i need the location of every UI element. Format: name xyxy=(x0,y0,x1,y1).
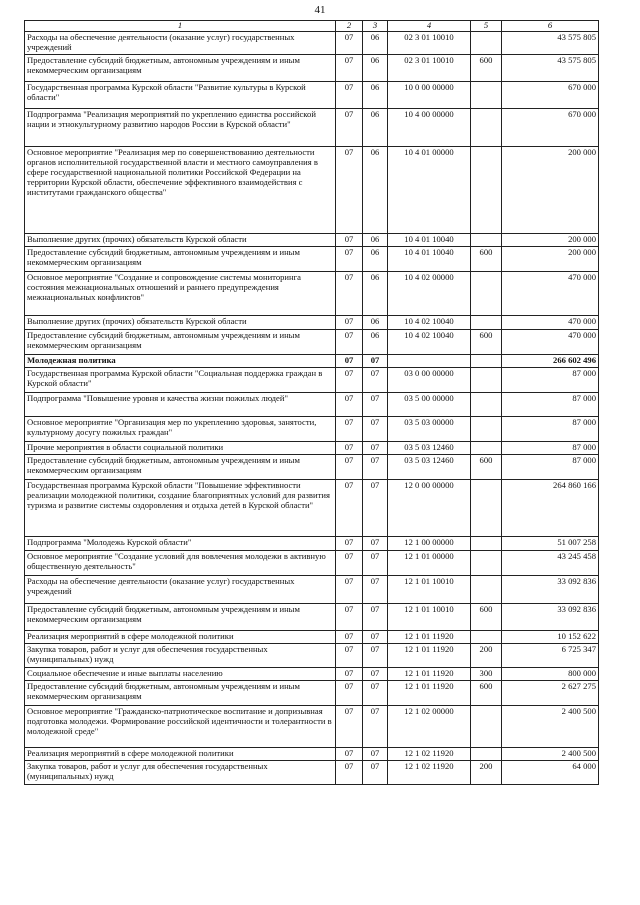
subsection-code-cell: 07 xyxy=(363,368,388,393)
table-row xyxy=(25,316,599,330)
section-code-cell: 07 xyxy=(336,631,363,644)
target-article-cell: 03 5 03 12460 xyxy=(388,442,471,455)
amount-cell: 200 000 xyxy=(502,234,599,247)
subsection-code-cell: 07 xyxy=(363,393,388,417)
subsection-code-cell: 06 xyxy=(363,147,388,234)
target-article-cell: 12 1 01 11920 xyxy=(388,644,471,668)
expense-type-cell xyxy=(471,706,502,748)
expense-type-cell xyxy=(471,368,502,393)
table-row xyxy=(25,748,599,761)
target-article-cell: 12 1 00 00000 xyxy=(388,537,471,551)
section-code-cell: 07 xyxy=(336,147,363,234)
amount-cell: 43 575 805 xyxy=(502,32,599,55)
section-code-cell: 07 xyxy=(336,455,363,480)
target-article-cell: 10 4 02 00000 xyxy=(388,272,471,316)
section-code-cell: 07 xyxy=(336,355,363,368)
row-name-cell: Подпрограмма "Молодежь Курской области" xyxy=(25,537,336,551)
row-name-cell: Выполнение других (прочих) обязательств Курской области xyxy=(25,234,336,247)
target-article-cell: 03 5 00 00000 xyxy=(388,393,471,417)
table-row xyxy=(25,455,599,480)
expense-type-cell xyxy=(471,442,502,455)
amount-cell: 266 602 496 xyxy=(502,355,599,368)
budget-table xyxy=(24,20,599,785)
row-name-cell: Реализация мероприятий в сфере молодежной политики xyxy=(25,748,336,761)
table-row xyxy=(25,32,599,55)
expense-type-cell xyxy=(471,551,502,576)
column-header-5: 5 xyxy=(471,21,502,32)
subsection-code-cell: 06 xyxy=(363,316,388,330)
expense-type-cell xyxy=(471,576,502,604)
target-article-cell: 12 0 00 00000 xyxy=(388,480,471,537)
target-article-cell: 03 0 00 00000 xyxy=(388,368,471,393)
row-name-cell: Расходы на обеспечение деятельности (оказание услуг) государственных учреждений xyxy=(25,576,336,604)
expense-type-cell xyxy=(471,109,502,147)
amount-cell: 6 725 347 xyxy=(502,644,599,668)
table-row xyxy=(25,604,599,631)
page-number: 41 xyxy=(314,4,326,16)
table-header-row xyxy=(25,21,599,32)
column-header-4: 4 xyxy=(388,21,471,32)
subsection-code-cell: 07 xyxy=(363,576,388,604)
expense-type-cell: 300 xyxy=(471,668,502,681)
subsection-code-cell: 07 xyxy=(363,706,388,748)
expense-type-cell xyxy=(471,355,502,368)
amount-cell: 87 000 xyxy=(502,393,599,417)
section-code-cell: 07 xyxy=(336,761,363,785)
expense-type-cell xyxy=(471,272,502,316)
amount-cell: 670 000 xyxy=(502,82,599,109)
row-name-cell: Предоставление субсидий бюджетным, автономным учреждениям и иным некоммерческим организациям xyxy=(25,55,336,82)
subsection-code-cell: 07 xyxy=(363,355,388,368)
section-code-cell: 07 xyxy=(336,417,363,442)
amount-cell: 51 007 258 xyxy=(502,537,599,551)
table-row xyxy=(25,631,599,644)
expense-type-cell xyxy=(471,316,502,330)
subsection-code-cell: 07 xyxy=(363,748,388,761)
table-row xyxy=(25,82,599,109)
section-code-cell: 07 xyxy=(336,393,363,417)
target-article-cell: 12 1 01 11920 xyxy=(388,681,471,706)
target-article-cell: 10 4 01 00000 xyxy=(388,147,471,234)
table-row xyxy=(25,393,599,417)
table-row xyxy=(25,668,599,681)
section-code-cell: 07 xyxy=(336,82,363,109)
target-article-cell: 10 4 00 00000 xyxy=(388,109,471,147)
section-code-cell: 07 xyxy=(336,442,363,455)
subsection-code-cell: 07 xyxy=(363,537,388,551)
amount-cell: 670 000 xyxy=(502,109,599,147)
table-row xyxy=(25,368,599,393)
column-header-2: 2 xyxy=(336,21,363,32)
row-name-cell: Основное мероприятие "Создание условий для вовлечения молодежи в активную общественную деятельность" xyxy=(25,551,336,576)
table-body xyxy=(25,32,599,785)
subsection-code-cell: 07 xyxy=(363,761,388,785)
amount-cell: 10 152 622 xyxy=(502,631,599,644)
expense-type-cell xyxy=(471,631,502,644)
amount-cell: 470 000 xyxy=(502,272,599,316)
expense-type-cell xyxy=(471,234,502,247)
amount-cell: 33 092 836 xyxy=(502,576,599,604)
row-name-cell: Основное мероприятие "Реализация мер по совершенствованию деятельности органов исполнительной государственной власти и местного самоуправления в сфере государственной национальной политики Российской Федерации на территории Курской области, обеспечение эффективного взаимодействия с институтами гражданского общества" xyxy=(25,147,336,234)
section-code-cell: 07 xyxy=(336,604,363,631)
section-code-cell: 07 xyxy=(336,681,363,706)
section-code-cell: 07 xyxy=(336,55,363,82)
column-header-1: 1 xyxy=(25,21,336,32)
row-name-cell: Реализация мероприятий в сфере молодежной политики xyxy=(25,631,336,644)
target-article-cell: 12 1 01 00000 xyxy=(388,551,471,576)
amount-cell: 200 000 xyxy=(502,247,599,272)
row-name-cell: Расходы на обеспечение деятельности (оказание услуг) государственных учреждений xyxy=(25,32,336,55)
amount-cell: 87 000 xyxy=(502,442,599,455)
subsection-code-cell: 06 xyxy=(363,55,388,82)
expense-type-cell xyxy=(471,32,502,55)
section-code-cell: 07 xyxy=(336,247,363,272)
target-article-cell xyxy=(388,355,471,368)
row-name-cell: Основное мероприятие "Гражданско-патриотическое воспитание и допризывная подготовка молодежи. Формирование российской идентичности и толерантности в молодежной среде" xyxy=(25,706,336,748)
section-code-cell: 07 xyxy=(336,668,363,681)
target-article-cell: 12 1 02 11920 xyxy=(388,748,471,761)
subsection-code-cell: 07 xyxy=(363,551,388,576)
row-name-cell: Основное мероприятие "Организация мер по укреплению здоровья, занятости, культурному досугу пожилых граждан" xyxy=(25,417,336,442)
table-row xyxy=(25,247,599,272)
section-code-cell: 07 xyxy=(336,537,363,551)
subsection-code-cell: 07 xyxy=(363,644,388,668)
subsection-code-cell: 07 xyxy=(363,604,388,631)
section-code-cell: 07 xyxy=(336,706,363,748)
row-name-cell: Закупка товаров, работ и услуг для обеспечения государственных (муниципальных) нужд xyxy=(25,761,336,785)
row-name-cell: Государственная программа Курской области "Социальная поддержка граждан в Курской области" xyxy=(25,368,336,393)
row-name-cell: Предоставление субсидий бюджетным, автономным учреждениям и иным некоммерческим организациям xyxy=(25,455,336,480)
table-row xyxy=(25,761,599,785)
section-code-cell: 07 xyxy=(336,32,363,55)
expense-type-cell xyxy=(471,82,502,109)
section-code-cell: 07 xyxy=(336,109,363,147)
target-article-cell: 10 4 01 10040 xyxy=(388,234,471,247)
target-article-cell: 12 1 01 10010 xyxy=(388,576,471,604)
section-code-cell: 07 xyxy=(336,551,363,576)
expense-type-cell xyxy=(471,147,502,234)
row-name-cell: Подпрограмма "Повышение уровня и качества жизни пожилых людей" xyxy=(25,393,336,417)
subsection-code-cell: 07 xyxy=(363,631,388,644)
expense-type-cell: 200 xyxy=(471,644,502,668)
expense-type-cell: 600 xyxy=(471,604,502,631)
section-code-cell: 07 xyxy=(336,576,363,604)
table-row xyxy=(25,706,599,748)
expense-type-cell: 600 xyxy=(471,681,502,706)
amount-cell: 2 400 500 xyxy=(502,706,599,748)
section-code-cell: 07 xyxy=(336,272,363,316)
row-name-cell: Предоставление субсидий бюджетным, автономным учреждениям и иным некоммерческим организациям xyxy=(25,247,336,272)
amount-cell: 2 400 500 xyxy=(502,748,599,761)
target-article-cell: 12 1 01 11920 xyxy=(388,631,471,644)
expense-type-cell: 600 xyxy=(471,247,502,272)
table-row xyxy=(25,442,599,455)
column-header-3: 3 xyxy=(363,21,388,32)
row-name-cell: Подпрограмма "Реализация мероприятий по укреплению единства российской нации и этнокультурному развитию народов России в Курской области" xyxy=(25,109,336,147)
column-header-6: 6 xyxy=(502,21,599,32)
table-row xyxy=(25,147,599,234)
section-code-cell: 07 xyxy=(336,644,363,668)
table-row xyxy=(25,537,599,551)
expense-type-cell xyxy=(471,748,502,761)
section-code-cell: 07 xyxy=(336,234,363,247)
amount-cell: 87 000 xyxy=(502,455,599,480)
amount-cell: 200 000 xyxy=(502,147,599,234)
subsection-code-cell: 07 xyxy=(363,417,388,442)
table-row xyxy=(25,480,599,537)
row-name-cell: Выполнение других (прочих) обязательств Курской области xyxy=(25,316,336,330)
target-article-cell: 12 1 01 10010 xyxy=(388,604,471,631)
row-name-cell: Основное мероприятие "Создание и сопровождение системы мониторинга состояния межнациональных отношений и раннего предупреждения межнациональных конфликтов" xyxy=(25,272,336,316)
subsection-code-cell: 07 xyxy=(363,455,388,480)
subsection-code-cell: 06 xyxy=(363,234,388,247)
row-name-cell: Прочие мероприятия в области социальной политики xyxy=(25,442,336,455)
table-row xyxy=(25,330,599,355)
table-row xyxy=(25,576,599,604)
subsection-code-cell: 07 xyxy=(363,480,388,537)
expense-type-cell: 200 xyxy=(471,761,502,785)
expense-type-cell xyxy=(471,393,502,417)
row-name-cell: Государственная программа Курской области "Повышение эффективности реализации молодежной политики, создание благоприятных условий для развития туризма и развитие системы оздоровления и отдыха детей в Курской области" xyxy=(25,480,336,537)
amount-cell: 264 860 166 xyxy=(502,480,599,537)
section-code-cell: 07 xyxy=(336,748,363,761)
row-name-cell: Социальное обеспечение и иные выплаты населению xyxy=(25,668,336,681)
section-code-cell: 07 xyxy=(336,480,363,537)
target-article-cell: 10 4 01 10040 xyxy=(388,247,471,272)
row-name-cell: Закупка товаров, работ и услуг для обеспечения государственных (муниципальных) нужд xyxy=(25,644,336,668)
expense-type-cell xyxy=(471,537,502,551)
amount-cell: 43 575 805 xyxy=(502,55,599,82)
table-row xyxy=(25,417,599,442)
expense-type-cell: 600 xyxy=(471,55,502,82)
expense-type-cell xyxy=(471,480,502,537)
amount-cell: 87 000 xyxy=(502,368,599,393)
section-code-cell: 07 xyxy=(336,368,363,393)
target-article-cell: 12 1 01 11920 xyxy=(388,668,471,681)
table-row xyxy=(25,355,599,368)
target-article-cell: 10 0 00 00000 xyxy=(388,82,471,109)
subsection-code-cell: 06 xyxy=(363,32,388,55)
table-row xyxy=(25,55,599,82)
subsection-code-cell: 06 xyxy=(363,247,388,272)
subsection-code-cell: 07 xyxy=(363,442,388,455)
target-article-cell: 10 4 02 10040 xyxy=(388,316,471,330)
target-article-cell: 02 3 01 10010 xyxy=(388,32,471,55)
target-article-cell: 12 1 02 00000 xyxy=(388,706,471,748)
table-row xyxy=(25,234,599,247)
target-article-cell: 10 4 02 10040 xyxy=(388,330,471,355)
row-name-cell: Государственная программа Курской области "Развитие культуры в Курской области" xyxy=(25,82,336,109)
subsection-code-cell: 06 xyxy=(363,272,388,316)
table-row xyxy=(25,681,599,706)
target-article-cell: 02 3 01 10010 xyxy=(388,55,471,82)
amount-cell: 2 627 275 xyxy=(502,681,599,706)
row-name-cell: Предоставление субсидий бюджетным, автономным учреждениям и иным некоммерческим организациям xyxy=(25,681,336,706)
subsection-code-cell: 06 xyxy=(363,330,388,355)
amount-cell: 800 000 xyxy=(502,668,599,681)
amount-cell: 43 245 458 xyxy=(502,551,599,576)
expense-type-cell: 600 xyxy=(471,455,502,480)
amount-cell: 470 000 xyxy=(502,330,599,355)
row-name-cell: Предоставление субсидий бюджетным, автономным учреждениям и иным некоммерческим организациям xyxy=(25,604,336,631)
expense-type-cell xyxy=(471,417,502,442)
amount-cell: 470 000 xyxy=(502,316,599,330)
target-article-cell: 12 1 02 11920 xyxy=(388,761,471,785)
table-row xyxy=(25,644,599,668)
section-code-cell: 07 xyxy=(336,330,363,355)
table-row xyxy=(25,272,599,316)
row-name-cell: Предоставление субсидий бюджетным, автономным учреждениям и иным некоммерческим организациям xyxy=(25,330,336,355)
amount-cell: 87 000 xyxy=(502,417,599,442)
row-name-cell: Молодежная политика xyxy=(25,355,336,368)
table-row xyxy=(25,109,599,147)
table-row xyxy=(25,551,599,576)
amount-cell: 33 092 836 xyxy=(502,604,599,631)
expense-type-cell: 600 xyxy=(471,330,502,355)
subsection-code-cell: 06 xyxy=(363,109,388,147)
target-article-cell: 03 5 03 00000 xyxy=(388,417,471,442)
target-article-cell: 03 5 03 12460 xyxy=(388,455,471,480)
subsection-code-cell: 07 xyxy=(363,668,388,681)
subsection-code-cell: 07 xyxy=(363,681,388,706)
section-code-cell: 07 xyxy=(336,316,363,330)
amount-cell: 64 000 xyxy=(502,761,599,785)
subsection-code-cell: 06 xyxy=(363,82,388,109)
